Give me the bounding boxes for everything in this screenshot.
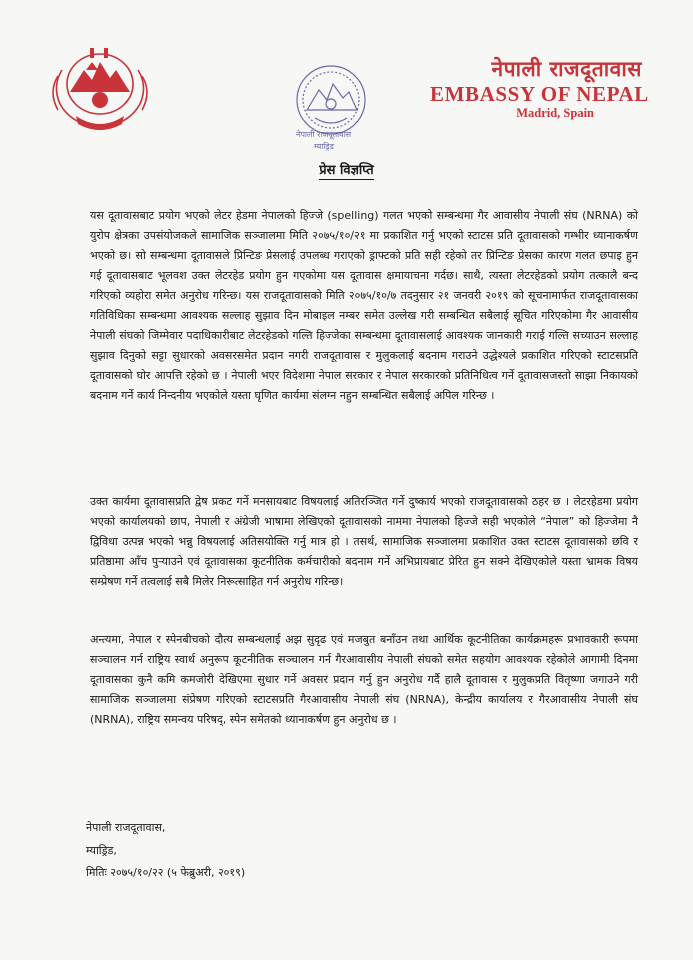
document-title [0,160,693,178]
letterhead-city: Madrid, Spain [516,106,594,120]
letterhead-name-english: EMBASSY OF NEPAL [430,82,649,106]
document-title-text: प्रेस विज्ञप्ति [319,163,374,178]
signature-city: म्याड्रिड, [86,844,117,857]
signature-date: मितिः २०७५/१०/२२ (५ फेब्रुअरी, २०१९) [86,866,246,879]
letterhead-name-nepali: नेपाली राजदूतावास [491,57,642,81]
body-paragraph-3: अन्त्यमा, नेपाल र स्पेनबीचको दौत्य सम्बन्धलाई अझ सुदृढ एवं मजबुत बनाँउन तथा आर्थिक कूटनीतिका कार्यक्रमहरू प्रभावकारी रूपमा सञ्चालन गर्न राष्ट्रिय स्वार्थ अनुरूप कूटनीतिक सञ्चालन गर्न गैरआवासीय नेपाली संघको समेत सहयोग आवश्यक रहेकोले आगामी दिनमा दूतावासका कुनै कमि कमजोरी देखिएमा सुधार गर्ने अवसर प्रदान गर्नु हुन अनुरोध गर्दै हालै दूतावास र मुलुकप्रति वितृष्णा जगाउने गरी सामाजिक सञ्जालमा संप्रेषण गरिएको स्टाटसप्रति गैरआवासीय नेपाली संघ (NRNA), केन्द्रीय कार्यालय र गैरआवासीय नेपाली संघ (NRNA), राष्ट्रिय समन्वय परिषद्, स्पेन समेतको ध्यानाकर्षण हुन अनुरोध छ । [90,633,638,726]
body-paragraph-2: उक्त कार्यमा दूतावासप्रति द्वेष प्रकट गर्ने मनसायबाट विषयलाई अतिरञ्जित गर्ने दुष्कार्य भएको राजदूतावासको ठहर छ । लेटरहेडमा प्रयोग भएको कार्यालयको छाप, नेपाली र अंग्रेजी भाषामा लेखिएको दूतावासको नाममा नेपालको हिज्जे सही भएकोले “नेपाल” को हिज्जेमा नै द्विविधा उत्पन्न भएको भन्नु विषयलाई अतिसयोक्ति गर्नु मात्र हो । तसर्थ, सामाजिक सञ्जालमा प्रकाशित उक्त स्टाटस दूतावासको छवि र प्रतिष्ठामा आँच पुर्‍याउने एवं दूतावासका कूटनीतिक कर्मचारीको बदनाम गर्ने अभिप्रायबाट प्रेरित हुन सक्ने देखिएकोले यस्ता भ्रामक विषय सम्प्रेषण गर्ने तत्वलाई सबै मिलेर निरूत्साहित गर्न अनुरोध गरिन्छ। [90,495,638,588]
signature-office: नेपाली राजदूतावास, [86,821,166,834]
nepal-emblem-icon [46,40,154,136]
seal-text-name: नेपाली राजदूतावास [296,130,352,139]
body-paragraph-1: यस दूतावासबाट प्रयोग भएको लेटर हेडमा नेपालको हिज्जे (spelling) गलत भएको सम्बन्धमा गैर आवासीय नेपाली संघ (NRNA) को युरोप क्षेत्रका उपसंयोजकले सामाजिक सञ्जालमा मिति २०७५/१०/२१ मा प्रकाशित गर्नु भएको स्टाटस प्रति दूतावासको गम्भीर ध्यानाकर्षण भएको छ। सो सम्बन्धमा दूतावासले प्रिन्टिङ प्रेसलाई उपलब्ध गराएको ड्राफ्टको प्रति सही रहेको तर प्रिन्टिङ प्रेसका कारण गलत छपाइ हुन गई दूतावासबाट भूलवश उक्त लेटरहेड प्रयोग हुन गएकोमा यस दूतावास क्षमायाचना गर्दछ। साथै, त्यस्ता लेटरहेडको प्रयोग तत्कालै बन्द गरिएको व्यहोरा समेत अनुरोध गरिन्छ। यस राजदूतावासको मिति २०७५/१०/७ तदनुसार २१ जनवरी २०१९ को सूचनामार्फत राजदूतावासका गतिविधिका सम्बन्धमा आवश्यक सल्लाह सुझाव दिन मोबाइल नम्बर समेत उल्लेख गरी सम्बन्धित सबैलाई सूचित गरिएकोमा गैर आवासीय नेपाली संघको जिम्मेवार पदाधिकारीबाट लेटरहेडको गल्ति हिज्जेका सम्बन्धमा दूतावासलाई आवश्यक जानकारी गराई गल्ति सच्याउन सल्लाह सुझाव दिनुको सट्टा सुधारको अवसरसमेत प्रदान नगरी राजदूतावास र मुलुकलाई बदनाम गराउने उद्धेश्यले प्रकाशित गरिएको स्टाटसप्रति दूतावासको घोर आपत्ति रहेको छ । नेपाली भएर विदेशमा नेपाल सरकार र नेपाल सरकारको प्रतिनिधित्व गर्ने दूतावासजस्तो साझा निकायको बदनाम गर्ने कार्य निन्दनीय भएकोले यस्ता घृणित कार्यमा संलग्न नहुन सम्बन्धित सबैलाई अपिल गरिन्छ । [90,209,638,402]
seal-text-city: म्याड्रिड [314,142,334,151]
